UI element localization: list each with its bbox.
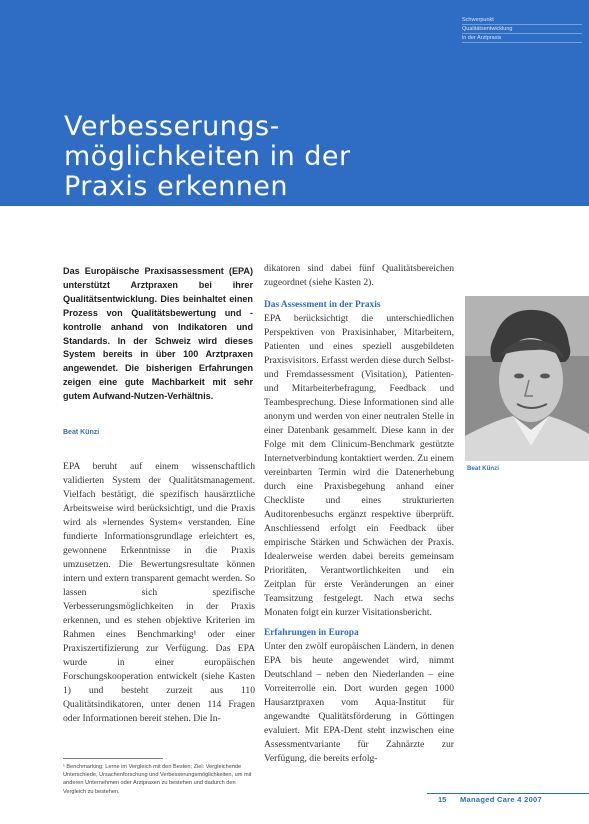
middle-column <box>264 262 454 766</box>
article-title <box>64 112 351 202</box>
section-tag-line: in der Arztpraxis <box>462 34 582 43</box>
lead-paragraph <box>63 265 253 404</box>
section-tag-line: Qualitätsentwicklung <box>462 25 582 34</box>
footnote: ¹ Benchmarking: Lerne im Vergleich mit den Besten; Ziel: Vergleichende Unterschiede, Ursachenforschung und Verbesserungsmöglichkeiten, um mit anderen Unternehmen oder Arztpraxen zu bestehen und dadurch den Vergleich zu bestehen. <box>63 764 252 795</box>
left-body <box>63 460 255 726</box>
intro-text: dikatoren sind dabei fünf Qualitätsbereichen zugeordnet (siehe Kasten 2). <box>264 263 454 288</box>
page-number: 15 <box>438 795 447 804</box>
section-text: EPA berücksichtigt die unterschiedlichen Perspektiven von Praxisinhaber, Mitarbeitern, Patienten und eines speziell ausgebildeten Praxisvisitors. Erfasst werden diese durch Selbst- und Fremdassessment (Visitation), Patienten- und Mitarbeiterbefragung, Feedback und Teambesprechung. Diese Informationen sind alle anonym und werden von einer neutralen Stelle in einer Datenbank gesammelt. Diese kann in der Folge mit dem Clinicum-Benchmark gestützte Internetverbindung kontaktiert werden. Zu einem vereinbarten Termin wird die Datenerhebung durch eine Praxisbegehung anhand einer Checkliste und eines strukturierten Auditorenbesuchs ergänzt respektive überprüft. Anschliessend erfolgt ein Feedback über empirische Stärken und Schwächen der Praxis. Idealerweise werden dabei bereits gemeinsam Prioritäten, Verantwortlichkeiten und ein Zeitplan für erste Veränderungen an einer Teamsitzung festgelegt. Nach etwa sechs Monaten folgt ein kurzer Visitationsbericht. <box>264 313 454 618</box>
title-banner <box>0 0 589 206</box>
author-portrait <box>465 296 589 461</box>
title-line: Praxis erkennen <box>64 171 289 202</box>
section-heading: Erfahrungen in Europa <box>264 628 359 638</box>
lead-text: Das Europäische Praxisassessment (EPA) unterstützt Arztpraxen bei ihrer Qualitätsentwicklung. Dies beinhaltet einen Prozess von Qualitätsbewertung und -kontrolle anhand von Indikatoren und Standards. In der Schweiz wird dieses System bereits in über 100 Arztpraxen angewendet. Die bisherigen Erfahrungen zeigen eine gute Machbarkeit mit sehr gutem Aufwand-Nutzen-Verhältnis. <box>63 266 253 402</box>
author-byline: Beat Künzi <box>63 429 100 436</box>
title-line: möglichkeiten in der <box>64 141 351 172</box>
title-line: Verbesserungs- <box>64 111 280 142</box>
journal-name: Managed Care 4 2007 <box>460 795 542 804</box>
section-text: Unter den zwölf europäischen Ländern, in denen EPA bis heute angewendet wird, nimmt Deutschland – neben den Niederlanden – eine Vorreiterrolle ein. Dort wurden gegen 1000 Hausarztpraxen vom Aqua-Institut für angewandte Qualitätsförderung in Göttingen evaluiert. Mit EPA-Dent steht inzwischen eine Assessmentvariante für Zahnärzte zur Verfügung, die bereits erfolg- <box>264 641 454 764</box>
photo-caption: Beat Künzi <box>467 465 499 472</box>
section-tag <box>462 16 582 43</box>
footnote-divider <box>63 758 163 759</box>
section-heading: Das Assessment in der Praxis <box>264 300 381 310</box>
portrait-image <box>465 296 589 461</box>
footer-rule <box>427 793 589 794</box>
body-text: EPA beruht auf einem wissenschaftlich validierten System der Qualitätsmanagement. Vielfach bestätigt, die spezifisch hausärztliche Arbeitsweise wird berücksichtigt, und die Praxis wird als »lernendes System« verstanden. Eine fundierte Informationsgrundlage erleichtert es, gewonnene Erkenntnisse in die Praxis umzusetzen. Die Bewertungsresultate können intern und extern transparent gemacht werden. So lassen sich spezifische Verbesserungsmöglichkeiten in der Praxis erkennen, und es stehen objektive Kriterien im Rahmen eines Benchmarking¹ oder einer Praxiszertifizierung zur Verfügung. Das EPA wurde in einer europäischen Forschungskooperation entwickelt (siehe Kasten 1) und besteht zurzeit aus 110 Qualitätsindikatoren, unter denen 114 Fragen oder Informationen bereit stehen. Die In- <box>63 461 255 724</box>
section-tag-line: Schwerpunkt <box>462 16 582 25</box>
